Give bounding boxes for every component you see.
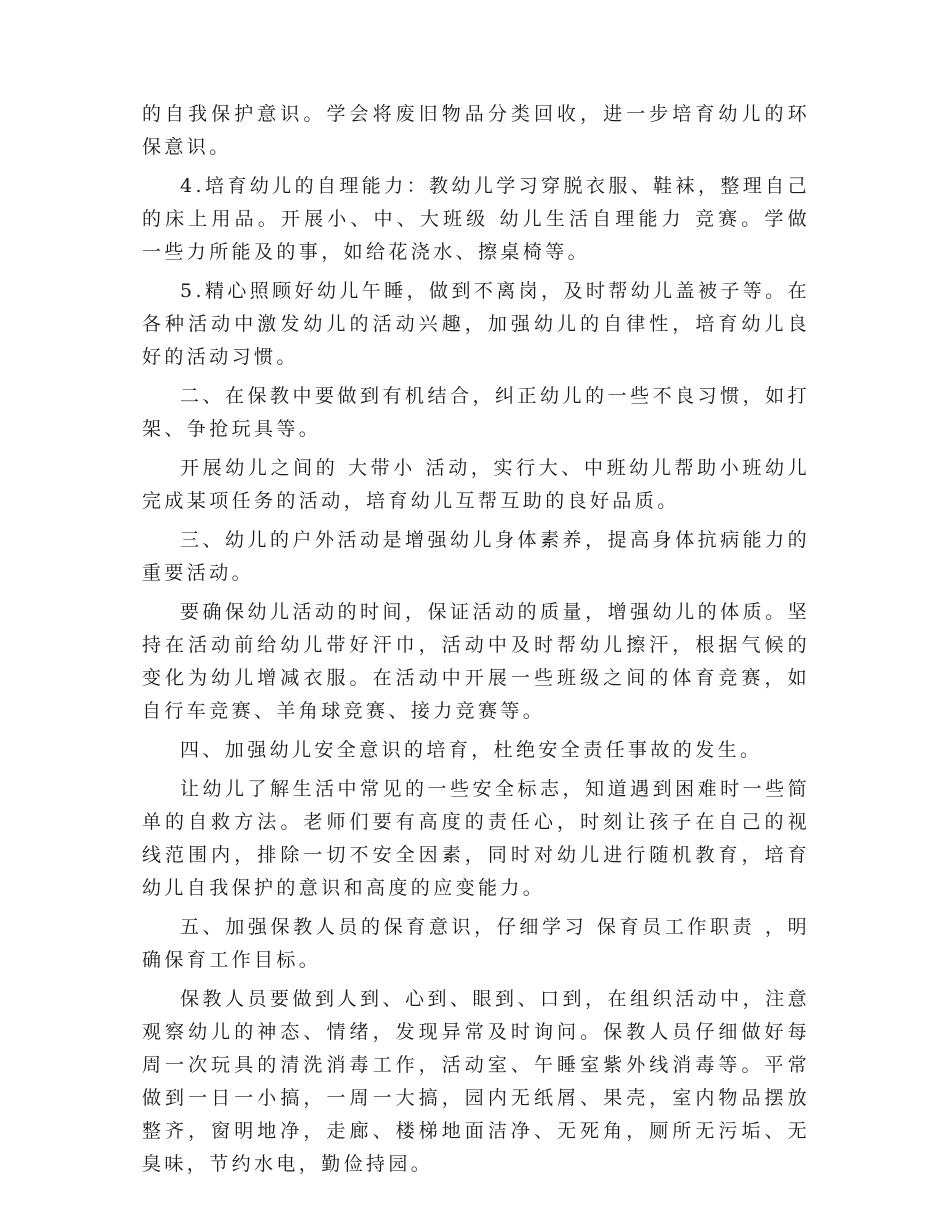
paragraph-3: 5.精心照顾好幼儿午睡，做到不离岗，及时帮幼儿盖被子等。在各种活动中激发幼儿的活动兴趣，加强幼儿的自律性，培育幼儿良好的活动习惯。 xyxy=(142,280,810,368)
paragraph-6: 三、幼儿的户外活动是增强幼儿身体素养，提高身体抗病能力的重要活动。 xyxy=(142,529,810,584)
paragraph-4: 二、在保教中要做到有机结合，纠正幼儿的一些不良习惯，如打架、争抢玩具等。 xyxy=(142,385,810,440)
paragraph-7: 要确保幼儿活动的时间，保证活动的质量，增强幼儿的体质。坚持在活动前给幼儿带好汗巾，活动中及时帮幼儿擦汗，根据气候的变化为幼儿增减衣服。在活动中开展一些班级之间的体育竞赛，如自行车竞赛、羊角球竞赛、接力竞赛等。 xyxy=(142,601,810,722)
paragraph-11: 保教人员要做到人到、心到、眼到、口到，在组织活动中，注意观察幼儿的神态、情绪，发现异常及时询问。保教人员仔细做好每周一次玩具的清洗消毒工作，活动室、午睡室紫外线消毒等。平常做到一日一小搞，一周一大搞，园内无纸屑、果壳，室内物品摆放整齐，窗明地净，走廊、楼梯地面洁净、无死角，厕所无污垢、无臭味，节约水电，勤俭持园。 xyxy=(142,988,810,1175)
paragraph-2: 4.培育幼儿的自理能力：教幼儿学习穿脱衣服、鞋袜，整理自己的床上用品。开展小、中、大班级 幼儿生活自理能力 竞赛。学做一些力所能及的事，如给花浇水、擦桌椅等。 xyxy=(142,175,810,263)
paragraph-8: 四、加强幼儿安全意识的培育，杜绝安全责任事故的发生。 xyxy=(180,739,763,761)
paragraph-5: 开展幼儿之间的 大带小 活动，实行大、中班幼儿帮助小班幼儿完成某项任务的活动，培育幼儿互帮互助的良好品质。 xyxy=(142,457,810,512)
paragraph-9: 让幼儿了解生活中常见的一些安全标志，知道遇到困难时一些简单的自救方法。老师们要有高度的责任心，时刻让孩子在自己的视线范围内，排除一切不安全因素，同时对幼儿进行随机教育，培育幼儿自我保护的意识和高度的应变能力。 xyxy=(142,778,810,899)
paragraph-10: 五、加强保教人员的保育意识，仔细学习 保育员工作职责 ，明确保育工作目标。 xyxy=(142,916,810,971)
paragraph-1: 的自我保护意识。学会将废旧物品分类回收，进一步培育幼儿的环保意识。 xyxy=(142,103,810,158)
